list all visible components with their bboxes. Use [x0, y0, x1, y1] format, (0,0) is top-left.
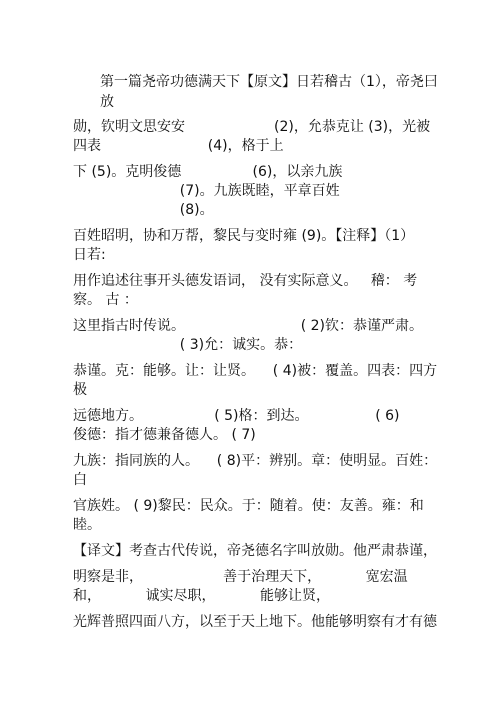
text-line: 察。 古 ：: [73, 292, 138, 308]
text-line: 下 (5)。克明俊德 (6)，以亲九族: [73, 164, 343, 180]
text-line: 远德地方。 ( 5)格：到达。 ( 6): [73, 408, 400, 424]
text-line-title: 第一篇尧帝功德满天下【原文】日若稽古（1），帝尧曰: [100, 74, 438, 90]
text-line: 恭谨。克：能够。让：让贤。 ( 4)被：覆盖。四表：四方: [73, 363, 438, 379]
text-line: ( 3)允：诚实。恭：: [73, 337, 303, 353]
text-line: 百姓昭明，协和万帮，黎民与变时雍 (9)。【注释】（1）: [73, 228, 415, 244]
text-line: 睦。: [73, 517, 101, 533]
text-line: 日若:: [73, 247, 106, 263]
text-line: 四表 (4)，格于上: [73, 138, 284, 154]
text-line: 【译文】考查古代传说，帝尧德名字叫放勋。他严肃恭谨，: [73, 543, 437, 559]
text-line: (8)。: [73, 202, 214, 218]
text-line: 光辉普照四面八方，以至于天上地下。他能够明察有才有德: [73, 614, 437, 630]
text-line: 这里指古时传说。 ( 2)钦：恭谨严肃。: [73, 318, 423, 334]
text-line: 俊德：指才德兼备德人。 ( 7): [73, 427, 256, 443]
text-line: 明察是非， 善于治理天下， 宽宏温: [73, 569, 408, 585]
text-line: 放: [100, 94, 114, 110]
text-line: (7)。九族既睦，平章百姓: [73, 183, 340, 199]
text-line: 勋，钦明文思安安 (2)，允恭克让 (3)，光被: [73, 119, 431, 135]
text-line: 极: [73, 382, 87, 398]
text-line: 用作追述往事开头德发语词， 没有实际意义。 稽： 考: [73, 273, 418, 289]
text-line: 白: [73, 472, 87, 488]
text-line: 九族：指同族的人。 ( 8)平：辨别。章：使明显。百姓：: [73, 453, 438, 469]
text-line: 和， 诚实尽职， 能够让贤，: [73, 588, 331, 604]
text-line: 官族姓。 ( 9)黎民：民众。于：随着。使：友善。雍：和: [73, 498, 424, 514]
